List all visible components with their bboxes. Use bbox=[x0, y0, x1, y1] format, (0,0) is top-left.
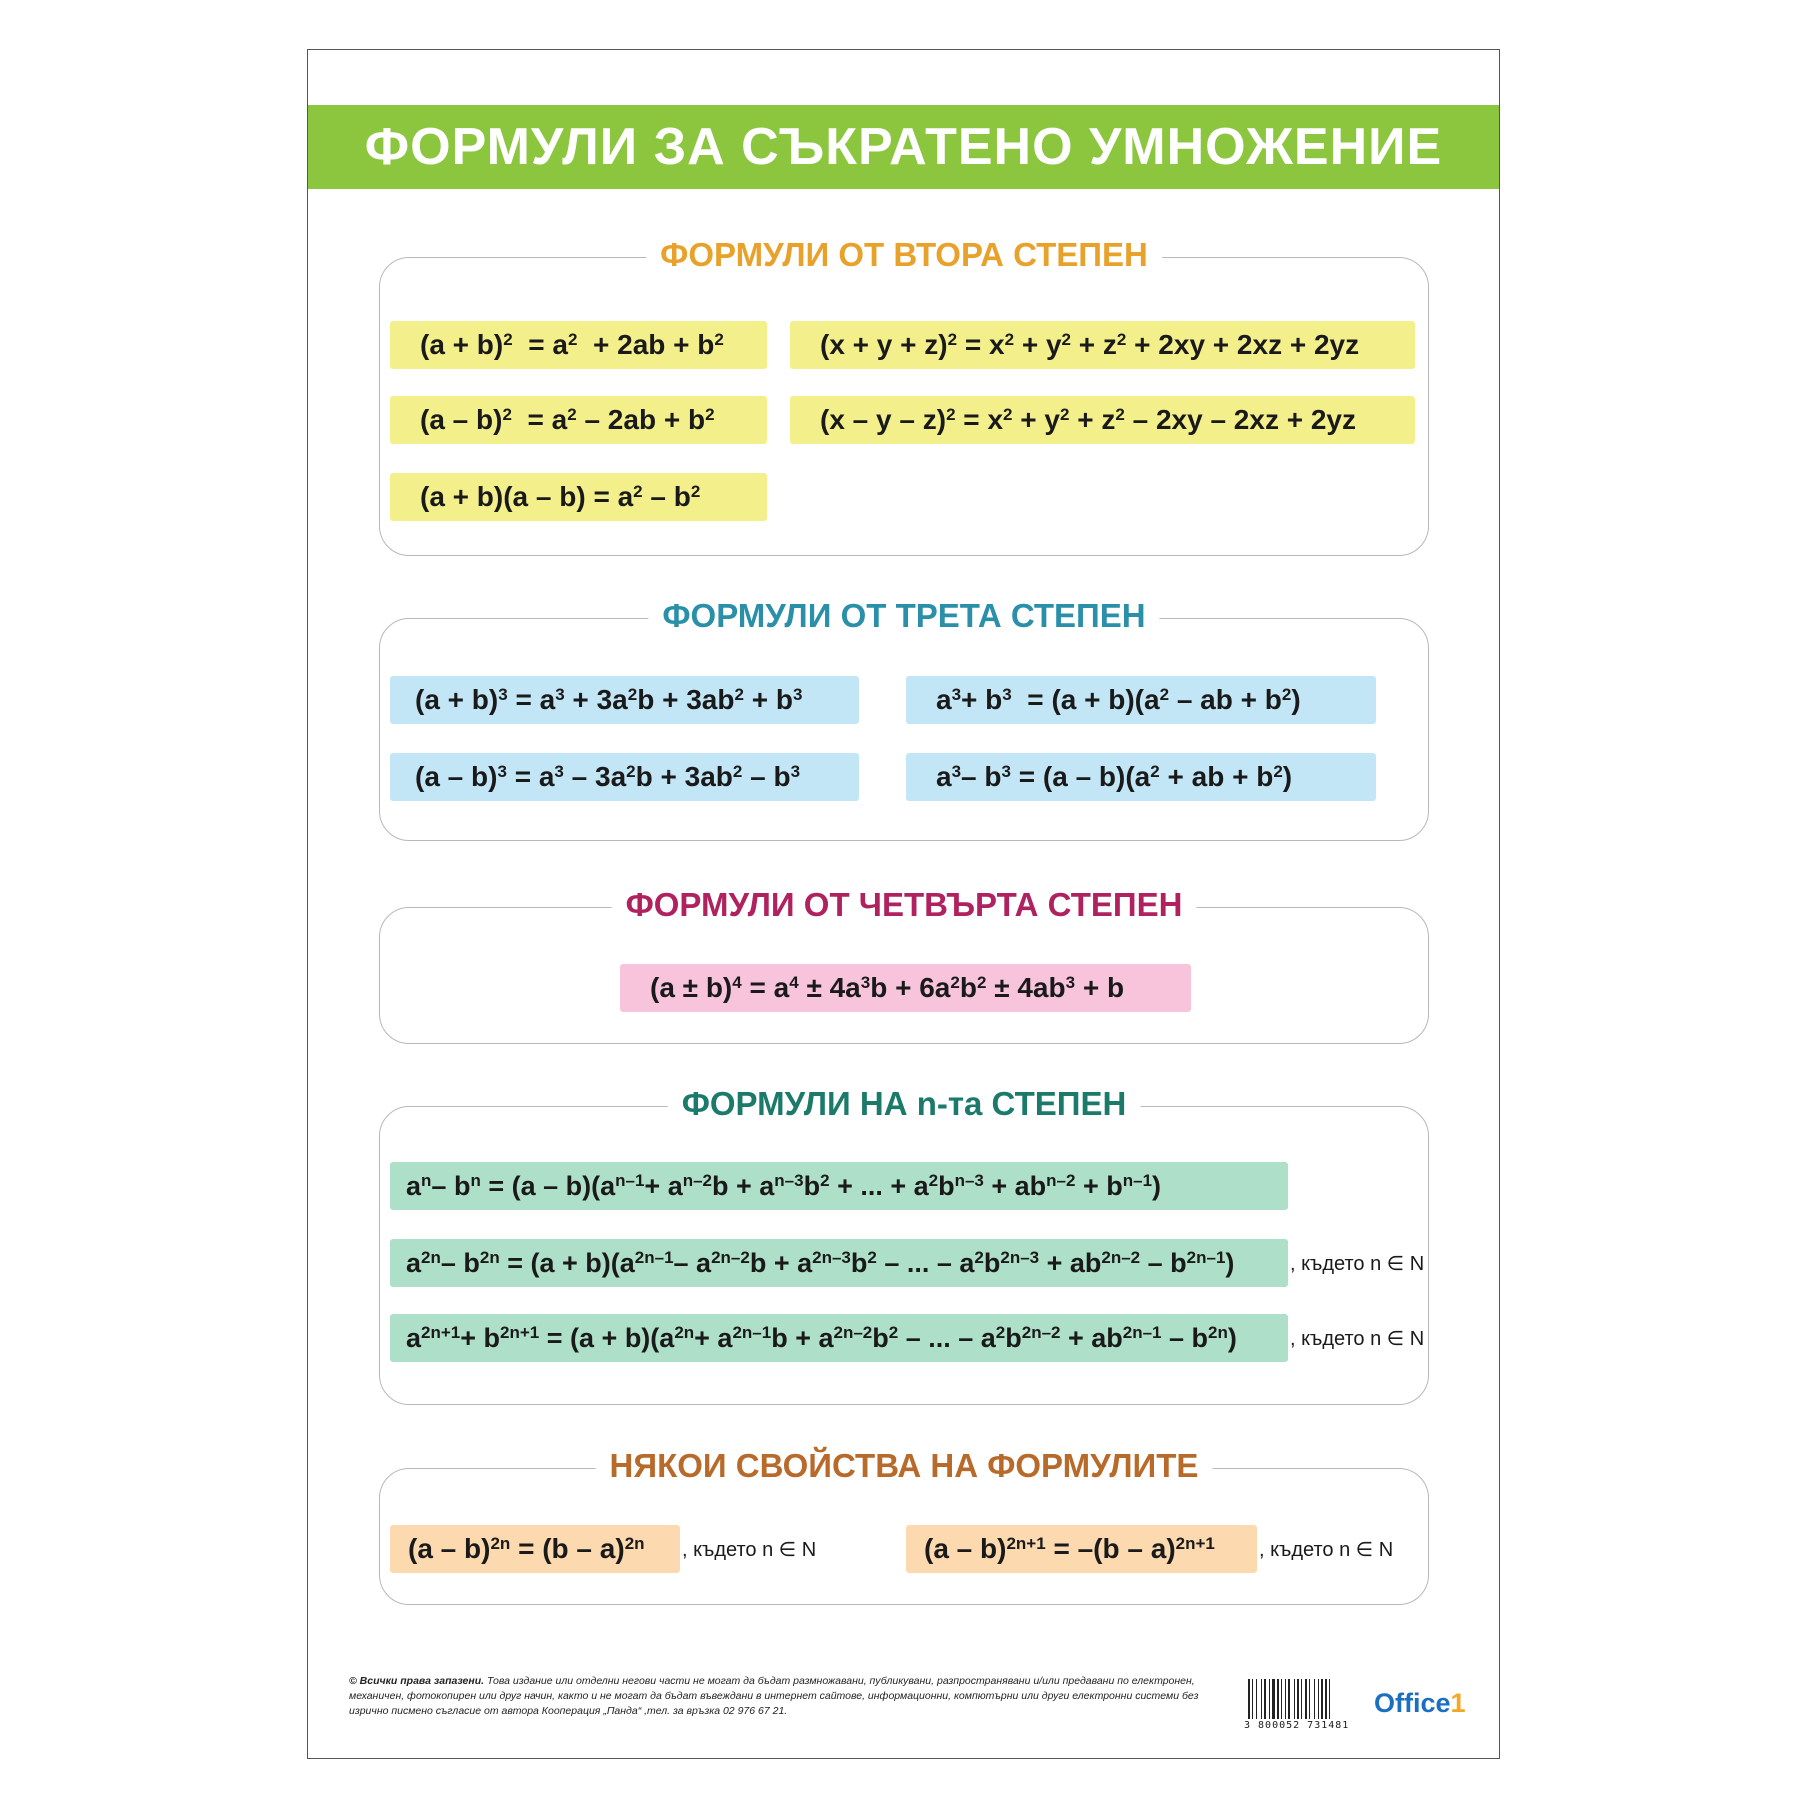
formula-exponent: 3 bbox=[1001, 761, 1011, 781]
formula-exponent: 2n+1 bbox=[1175, 1533, 1215, 1553]
section-title: ФОРМУЛИ ОТ ЧЕТВЪРТА СТЕПЕН bbox=[612, 886, 1197, 924]
formula-text: b + 6a bbox=[870, 972, 951, 1003]
formula-text: – 2ab + b bbox=[576, 404, 706, 435]
formula-exponent: 3 bbox=[554, 761, 564, 781]
formula-text: ± 4ab bbox=[986, 972, 1066, 1003]
formula-exponent: 2n–3 bbox=[812, 1247, 851, 1267]
formula-exponent: 2n bbox=[624, 1533, 645, 1553]
formula-exponent: 2n–1 bbox=[732, 1322, 772, 1342]
formula-text: + y bbox=[1012, 404, 1060, 435]
formula-exponent: n–2 bbox=[1046, 1170, 1076, 1190]
formula-text: + b bbox=[1075, 972, 1125, 1003]
formula-box bbox=[790, 321, 1415, 369]
formula-text: – ab + b bbox=[1169, 684, 1282, 715]
formula-text: + b bbox=[961, 684, 1003, 715]
formula-box bbox=[390, 1314, 1288, 1362]
logo-text: Office bbox=[1374, 1688, 1451, 1718]
formula-box bbox=[390, 1525, 680, 1573]
formula-text: a bbox=[406, 1322, 422, 1353]
section-title: ФОРМУЛИ ОТ ВТОРА СТЕПЕН bbox=[646, 236, 1162, 274]
formula-text: + ab bbox=[983, 1170, 1047, 1201]
formula-exponent: n–3 bbox=[954, 1170, 984, 1190]
formula-text: = x bbox=[957, 329, 1005, 360]
barcode-bar bbox=[1318, 1679, 1319, 1719]
barcode-bar bbox=[1252, 1679, 1253, 1719]
formula-text: + b bbox=[743, 684, 793, 715]
poster bbox=[307, 49, 1500, 1759]
formula-text: ) bbox=[1152, 1170, 1162, 1201]
formula-text: b bbox=[872, 1322, 889, 1353]
barcode-bar bbox=[1314, 1679, 1315, 1719]
formula-text: (a – b) bbox=[415, 761, 498, 792]
formula-exponent: 2n+1 bbox=[500, 1322, 540, 1342]
formula-box bbox=[390, 1162, 1288, 1210]
formula-exponent: 2 bbox=[1115, 404, 1125, 424]
barcode-bar bbox=[1277, 1679, 1279, 1719]
barcode-bar bbox=[1248, 1679, 1250, 1719]
formula-exponent: 2n–1 bbox=[1186, 1247, 1226, 1267]
condition-note: , където n ∈ N bbox=[1290, 1328, 1425, 1350]
formula-exponent: 3 bbox=[790, 761, 801, 781]
formula-text: + ab + b bbox=[1159, 761, 1274, 792]
barcode-bar bbox=[1272, 1679, 1275, 1719]
formula-text: ) bbox=[1282, 761, 1293, 792]
formula-exponent: 3 bbox=[497, 761, 507, 781]
formula-text: = (a – b)(a bbox=[1010, 761, 1151, 792]
page-title: ФОРМУЛИ ЗА СЪКРАТЕНО УМНОЖЕНИЕ bbox=[364, 118, 1443, 176]
formula-exponent: 3 bbox=[951, 684, 962, 704]
formula-text: b bbox=[803, 1170, 821, 1201]
condition-note: , където n ∈ N bbox=[682, 1539, 817, 1561]
barcode-bar bbox=[1321, 1679, 1323, 1719]
section-title: НЯКОИ СВОЙСТВА НА ФОРМУЛИТЕ bbox=[596, 1447, 1213, 1485]
formula-text: = –(b – a) bbox=[1045, 1533, 1176, 1564]
formula-exponent: 3 bbox=[792, 684, 803, 704]
formula-box bbox=[390, 676, 859, 724]
formula-text: – b bbox=[742, 761, 791, 792]
office1-logo bbox=[1374, 1688, 1466, 1719]
formula-box bbox=[906, 1525, 1257, 1573]
formula-exponent: 2n bbox=[479, 1247, 500, 1267]
barcode-bar bbox=[1288, 1679, 1290, 1719]
section-title: ФОРМУЛИ ОТ ТРЕТА СТЕПЕН bbox=[648, 597, 1159, 635]
formula-text: = a bbox=[506, 761, 555, 792]
formula-text: b + a bbox=[771, 1322, 834, 1353]
condition-note: , където n ∈ N bbox=[1259, 1539, 1394, 1561]
formula-text: = a bbox=[507, 684, 556, 715]
formula-text: + b bbox=[460, 1322, 501, 1353]
barcode-icon bbox=[1246, 1679, 1362, 1723]
formula-text: = (a + b)(a bbox=[499, 1247, 635, 1278]
formula-exponent: 3 bbox=[1002, 684, 1012, 704]
formula-exponent: 3 bbox=[1065, 972, 1076, 992]
formula-exponent: 2 bbox=[947, 329, 958, 349]
formula-text: + 2xy + 2xz + 2yz bbox=[1126, 329, 1360, 360]
formula-exponent: 3 bbox=[498, 684, 508, 704]
formula-text: + a bbox=[644, 1170, 683, 1201]
formula-text: = a bbox=[512, 329, 568, 360]
formula-box bbox=[390, 396, 767, 444]
formula-exponent: 3 bbox=[951, 761, 962, 781]
formula-box bbox=[620, 964, 1191, 1012]
formula-exponent: 2 bbox=[1273, 761, 1283, 781]
formula-text: + ab bbox=[1039, 1247, 1102, 1278]
formula-exponent: 2 bbox=[734, 684, 744, 704]
formula-exponent: 2 bbox=[1159, 684, 1170, 704]
formula-exponent: 2n+1 bbox=[1006, 1533, 1046, 1553]
formula-text: b bbox=[850, 1247, 868, 1278]
formula-text: (a – b) bbox=[924, 1533, 1007, 1564]
formula-text: = (a + b)(a bbox=[539, 1322, 675, 1353]
formula-exponent: 2 bbox=[867, 1247, 877, 1267]
barcode-bar bbox=[1309, 1679, 1310, 1719]
formula-box bbox=[906, 753, 1376, 801]
formula-exponent: 2 bbox=[946, 404, 956, 424]
formula-text: – ... – a bbox=[876, 1247, 975, 1278]
formula-box bbox=[790, 396, 1415, 444]
formula-exponent: 3 bbox=[555, 684, 565, 704]
formula-text: + z bbox=[1071, 329, 1117, 360]
formula-exponent: 2 bbox=[974, 1247, 984, 1267]
formula-text: + b bbox=[1075, 1170, 1123, 1201]
formula-text: = a bbox=[511, 404, 568, 435]
section-third-degree bbox=[379, 597, 1429, 841]
formula-text: – a bbox=[673, 1247, 712, 1278]
formula-text: = x bbox=[955, 404, 1004, 435]
formula-text: = a bbox=[741, 972, 790, 1003]
formula-exponent: 2 bbox=[1059, 404, 1070, 424]
formula-text: b + a bbox=[749, 1247, 813, 1278]
formula-text: – b bbox=[431, 1170, 471, 1201]
formula-text: (x + y + z) bbox=[820, 329, 948, 360]
formula-exponent: 2 bbox=[503, 329, 513, 349]
formula-exponent: 2 bbox=[950, 972, 960, 992]
formula-text: + z bbox=[1069, 404, 1116, 435]
formula-exponent: n–2 bbox=[682, 1170, 713, 1190]
formula-exponent: 2 bbox=[732, 761, 743, 781]
formula-text: = (a + b)(a bbox=[1011, 684, 1160, 715]
formula-text: ) bbox=[1227, 1322, 1237, 1353]
formula-text: + y bbox=[1014, 329, 1062, 360]
formula-exponent: 2 bbox=[1150, 761, 1160, 781]
formula-exponent: 2 bbox=[888, 1322, 899, 1342]
formula-box bbox=[390, 1239, 1288, 1287]
formula-text: = (a – b)(a bbox=[480, 1170, 616, 1201]
formula-text: a bbox=[936, 684, 952, 715]
formula-exponent: 2 bbox=[1116, 329, 1127, 349]
formula-text: + a bbox=[694, 1322, 733, 1353]
formula-exponent: 2 bbox=[502, 404, 512, 424]
formula-exponent: 2n–1 bbox=[634, 1247, 674, 1267]
copyright-bold: © Всички права запазени. bbox=[349, 1675, 485, 1687]
formula-exponent: n–1 bbox=[1122, 1170, 1153, 1190]
formula-exponent: 2 bbox=[626, 761, 636, 781]
barcode-bar bbox=[1261, 1679, 1262, 1719]
formula-text: – b bbox=[1161, 1322, 1209, 1353]
formula-text: – 3a bbox=[563, 761, 627, 792]
formula-text: b + 3ab bbox=[635, 761, 733, 792]
formula-exponent: 2 bbox=[567, 329, 578, 349]
formula-exponent: 4 bbox=[732, 972, 742, 992]
condition-note: , където n ∈ N bbox=[1290, 1253, 1425, 1275]
section-nth-degree bbox=[379, 1085, 1429, 1405]
formula-text: b bbox=[1005, 1322, 1022, 1353]
formula-text: (a + b) bbox=[415, 684, 499, 715]
formula-exponent: 2n–2 bbox=[833, 1322, 873, 1342]
copyright-text: Това издание или отделни негови части не могат да бъдат размножавани, публикувани, разпространявани и/или предавани по електронен, механичен, фотокопирен или друг начин, както и не могат да бъдат въвеждани в интернет сайтове, информационни, компютърни или други електронни системи без изрично писмено съгласие от автора Кооперация „Панда“ ,тел. за връзка 02 976 67 21. bbox=[349, 1675, 1199, 1717]
barcode-bar bbox=[1281, 1679, 1282, 1719]
formula-text: (a + b)(a – b) = a bbox=[420, 481, 634, 512]
title-banner bbox=[308, 105, 1499, 189]
formula-text: (a + b) bbox=[420, 329, 504, 360]
formula-exponent: 2n bbox=[421, 1247, 441, 1267]
barcode-bar bbox=[1329, 1679, 1330, 1719]
formula-exponent: n–1 bbox=[615, 1170, 645, 1190]
formula-text: + 3a bbox=[564, 684, 628, 715]
copyright-notice bbox=[349, 1674, 1229, 1719]
barcode-bar bbox=[1325, 1679, 1327, 1719]
formula-exponent: 2 bbox=[820, 1170, 830, 1190]
formula-text: a bbox=[406, 1247, 422, 1278]
barcode-bar bbox=[1301, 1679, 1302, 1719]
formula-text: ) bbox=[1225, 1247, 1235, 1278]
formula-exponent: 2 bbox=[1003, 404, 1013, 424]
formula-exponent: 2 bbox=[714, 329, 724, 349]
formula-text: (x – y – z) bbox=[820, 404, 947, 435]
formula-text: + ... + a bbox=[829, 1170, 929, 1201]
formula-text: b bbox=[983, 1247, 1001, 1278]
formula-text: + 2ab + b bbox=[577, 329, 715, 360]
formula-exponent: 2 bbox=[928, 1170, 939, 1190]
formula-text: ± 4a bbox=[798, 972, 861, 1003]
barcode-number: 3 800052 731481 bbox=[1244, 1720, 1350, 1731]
formula-text: b + a bbox=[712, 1170, 775, 1201]
section-title: ФОРМУЛИ НА n-та СТЕПЕН bbox=[668, 1085, 1141, 1123]
formula-exponent: n bbox=[470, 1170, 481, 1190]
formula-box bbox=[390, 321, 767, 369]
formula-exponent: 2n–1 bbox=[1122, 1322, 1162, 1342]
formula-exponent: 2 bbox=[633, 481, 643, 501]
formula-text: b bbox=[959, 972, 977, 1003]
section-properties bbox=[379, 1447, 1429, 1605]
formula-exponent: 2 bbox=[1061, 329, 1071, 349]
formula-text: – b bbox=[642, 481, 691, 512]
formula-text: – b bbox=[1140, 1247, 1187, 1278]
formula-exponent: 4 bbox=[789, 972, 799, 992]
formula-exponent: n bbox=[421, 1170, 432, 1190]
logo-number: 1 bbox=[1450, 1688, 1466, 1718]
formula-text: b bbox=[938, 1170, 955, 1201]
formula-exponent: 2n–2 bbox=[1021, 1322, 1061, 1342]
formula-exponent: 2 bbox=[995, 1322, 1006, 1342]
formula-text: (a – b) bbox=[420, 404, 503, 435]
formula-text: + ab bbox=[1060, 1322, 1123, 1353]
formula-exponent: 2n–3 bbox=[1000, 1247, 1040, 1267]
barcode-bar bbox=[1297, 1679, 1299, 1719]
section-second-degree bbox=[379, 236, 1429, 556]
formula-exponent: 2 bbox=[976, 972, 987, 992]
formula-exponent: 2 bbox=[627, 684, 638, 704]
barcode-bar bbox=[1294, 1679, 1295, 1719]
barcode-bar bbox=[1305, 1679, 1307, 1719]
formula-exponent: 2 bbox=[705, 404, 715, 424]
formula-exponent: 2n–2 bbox=[1101, 1247, 1141, 1267]
formula-box bbox=[390, 753, 859, 801]
formula-exponent: 2n+1 bbox=[421, 1322, 461, 1342]
formula-exponent: 2n bbox=[674, 1322, 695, 1342]
barcode-bar bbox=[1285, 1679, 1286, 1719]
formula-text: – 2xy – 2xz + 2yz bbox=[1124, 404, 1357, 435]
barcode-bar bbox=[1256, 1679, 1257, 1719]
formula-exponent: 3 bbox=[860, 972, 871, 992]
formula-exponent: 2 bbox=[1281, 684, 1292, 704]
formula-text: a bbox=[406, 1170, 422, 1201]
formula-text: a bbox=[936, 761, 952, 792]
formula-exponent: 2 bbox=[1004, 329, 1015, 349]
formula-exponent: 2n bbox=[490, 1533, 511, 1553]
formula-text: – ... – a bbox=[898, 1322, 996, 1353]
formula-text: (a – b) bbox=[408, 1533, 491, 1564]
barcode-bar bbox=[1269, 1679, 1270, 1719]
formula-text: = (b – a) bbox=[510, 1533, 625, 1564]
formula-text: b + 3ab bbox=[637, 684, 735, 715]
formula-exponent: n–3 bbox=[774, 1170, 804, 1190]
formula-text: (a ± b) bbox=[650, 972, 733, 1003]
formula-exponent: 2 bbox=[690, 481, 701, 501]
formula-exponent: 2 bbox=[567, 404, 577, 424]
formula-text: – b bbox=[961, 761, 1002, 792]
formula-box bbox=[390, 473, 767, 521]
formula-exponent: 2n bbox=[1208, 1322, 1228, 1342]
formula-box bbox=[906, 676, 1376, 724]
formula-exponent: 2n–2 bbox=[711, 1247, 750, 1267]
formula-text: ) bbox=[1291, 684, 1301, 715]
formula-text: – b bbox=[440, 1247, 480, 1278]
section-fourth-degree bbox=[379, 886, 1429, 1044]
barcode-bar bbox=[1264, 1679, 1266, 1719]
